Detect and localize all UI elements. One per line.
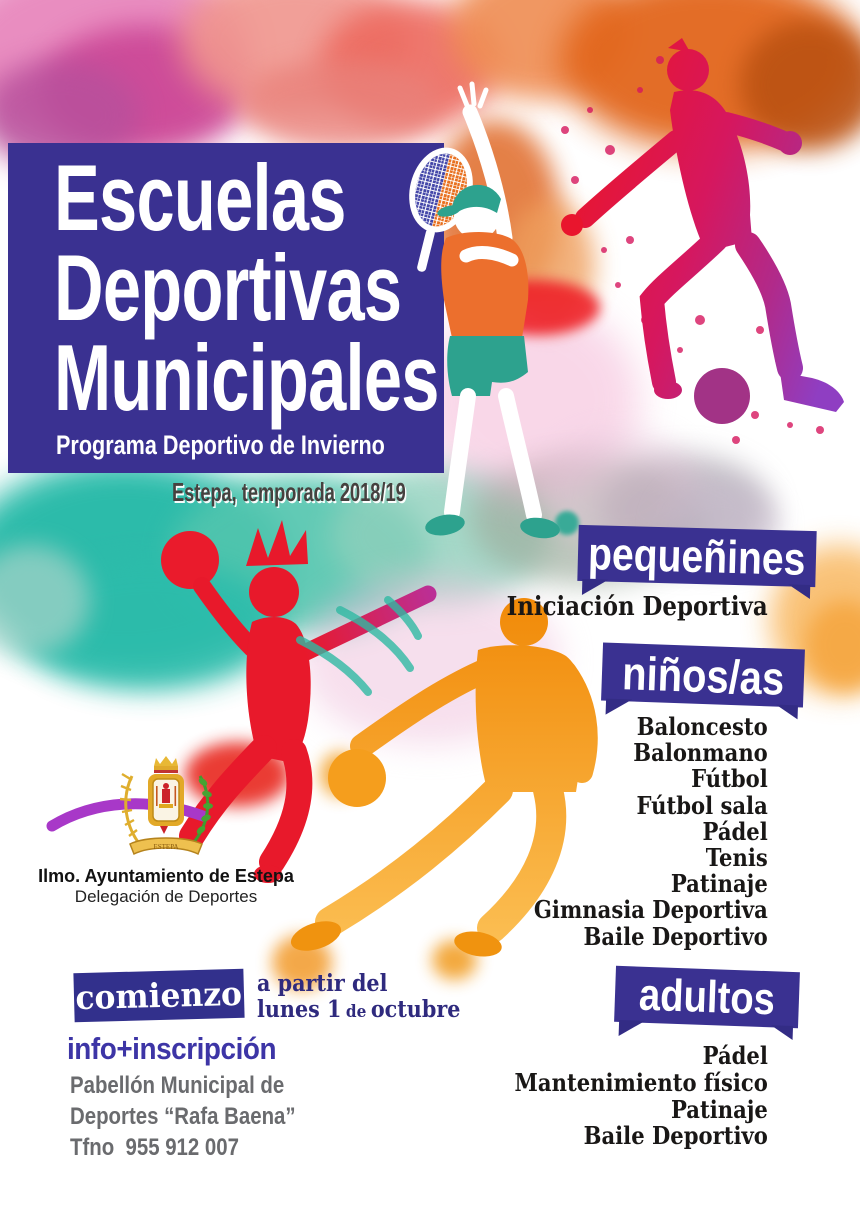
basketball-ball	[328, 749, 386, 807]
ninos-activity-list	[502, 714, 768, 950]
list-item: Pádel	[702, 1041, 768, 1070]
start-label: comienzo	[75, 973, 243, 1018]
start-date-line1: a partir del	[257, 970, 388, 997]
venue-line-2: Deportes “Rafa Baena”	[70, 1103, 296, 1130]
handball-player-silhouette	[52, 520, 428, 883]
list-item: Gimnasia Deportiva	[534, 895, 768, 925]
list-item: Baloncesto	[636, 712, 768, 741]
start-date-small-de: de	[345, 1002, 367, 1022]
handball-ball	[161, 531, 219, 589]
ribbon-ninos-label: niños/as	[621, 645, 785, 705]
estepa-coat-of-arms	[118, 756, 214, 860]
list-item: Balonmano	[633, 738, 768, 768]
adultos-activity-list	[480, 1043, 768, 1150]
list-item: Patinaje	[671, 1094, 768, 1124]
list-item: Pádel	[702, 816, 768, 846]
contact-block	[70, 1070, 296, 1163]
ribbon-adultos-label: adultos	[638, 968, 776, 1025]
start-date-line2: lunes 1 de octubre	[257, 996, 461, 1023]
title-subtitle: Programa Deportivo de Invierno	[56, 430, 385, 460]
ribbon-adultos	[614, 966, 800, 1028]
organization-block	[26, 866, 306, 907]
season-text: Estepa, temporada 2018/19	[172, 477, 406, 507]
venue-line-1: Pabellón Municipal de	[70, 1072, 285, 1099]
organization-department: Delegación de Deportes	[74, 887, 258, 906]
start-date	[257, 971, 460, 1025]
phone-line: Tfno 955 912 007	[70, 1134, 239, 1161]
soccer-player-silhouette	[561, 38, 844, 444]
ribbon-pequenines-label: pequeñines	[587, 527, 807, 585]
title-line-3: Municipales	[54, 325, 439, 430]
list-item: Tenis	[706, 843, 768, 873]
list-item: Fútbol	[691, 764, 768, 794]
ribbon-ninos	[601, 642, 805, 707]
list-item: Baile Deportivo	[583, 921, 768, 951]
ribbon-pequenines	[577, 525, 816, 587]
list-item: Mantenimiento físico	[514, 1067, 768, 1097]
start-label-box	[73, 969, 244, 1022]
list-item: Fútbol sala	[636, 790, 768, 820]
pequenines-activity: Iniciación Deportiva	[506, 592, 768, 622]
list-item: Baile Deportivo	[583, 1121, 768, 1151]
info-inscription-title: info+inscripción	[67, 1031, 277, 1066]
list-item: Patinaje	[671, 869, 768, 899]
title-line-2: Deportivas	[54, 235, 402, 340]
crest-motto: ESTEPA	[153, 843, 179, 851]
soccer-ball	[694, 368, 750, 424]
organization-name: Ilmo. Ayuntamiento de Estepa	[38, 866, 294, 886]
tennis-player-silhouette	[391, 84, 562, 541]
title-line-1: Escuelas	[54, 145, 346, 250]
